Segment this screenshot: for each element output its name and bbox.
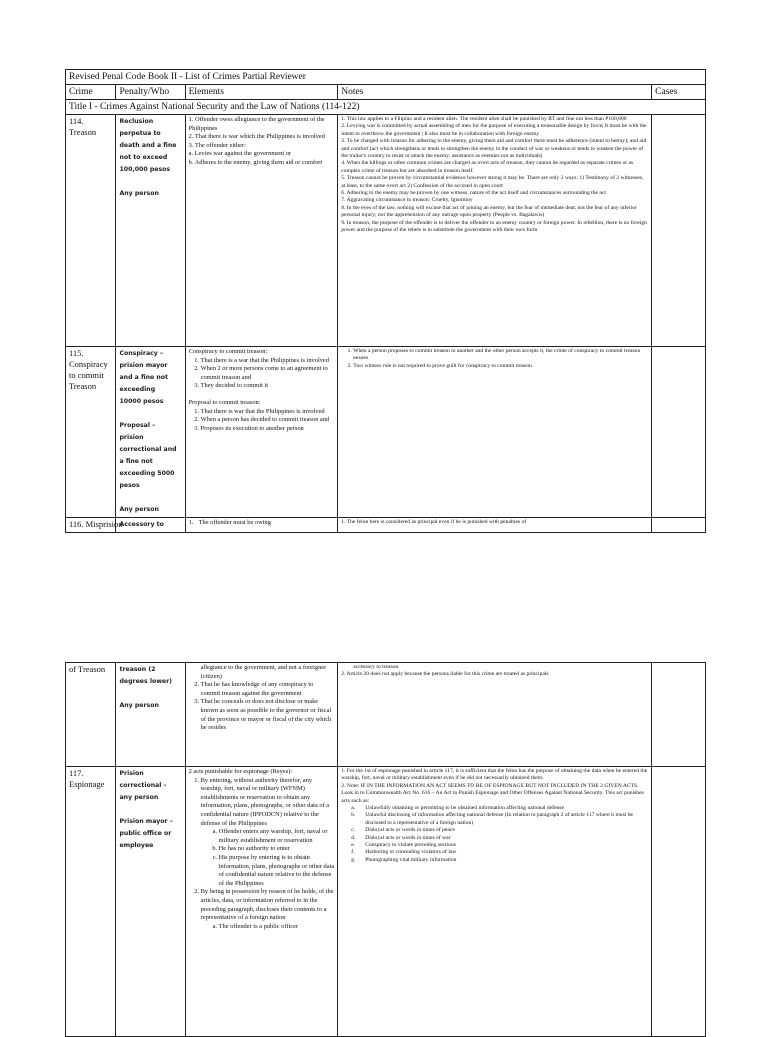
header-crime: Crime bbox=[66, 85, 116, 100]
penalty-line: correctional – bbox=[119, 782, 167, 789]
section-title: Title I - Crimes Against National Security and the Law of Nations (114-122) bbox=[66, 100, 706, 115]
penalty-line: not to exceed bbox=[119, 154, 168, 161]
penalty-line: exceeding 5000 bbox=[119, 470, 175, 477]
crime-name: 114. Treason bbox=[66, 115, 116, 347]
penalty-line: any person bbox=[119, 794, 159, 801]
element-item: a. Levies war against the government or bbox=[188, 150, 292, 158]
penalty-line: Prision mayor – bbox=[119, 818, 173, 825]
note-subitem-text: Disloyal acts or words in times of war bbox=[365, 834, 451, 841]
penalty-line: prision mayor bbox=[119, 362, 168, 369]
note-subitem bbox=[351, 857, 648, 864]
elements-subtitle: Proposal to commit treason: bbox=[188, 398, 261, 406]
sub-element-item: b. He has no authority to enter bbox=[219, 845, 335, 854]
header-elements: Elements bbox=[185, 85, 338, 100]
note-subitem-text: Disloyal acts or words in times of peace bbox=[365, 827, 455, 834]
note-item: 1. When a person proposes to commit treason to another and the other person accepts it, the crime of conspiracy to commit treason ensues bbox=[353, 348, 648, 363]
element-item: 1. That there is a war that the Philippines is involved bbox=[201, 357, 335, 366]
penalty-line: treason (2 bbox=[119, 666, 156, 673]
crime-line: 117. bbox=[69, 768, 84, 778]
note-subitem-text: Unlawful disclosing of information affecting national defense (In relation to paragraph 2 of article 117 where it must be disclosed to a representative of a foreign nation) bbox=[365, 812, 634, 826]
element-item: 2. When 2 or more persons come to an agreement to commit treason and bbox=[201, 365, 335, 382]
element-item: 3. The offender either: bbox=[188, 141, 246, 149]
note-item: 1. This law applies to a Filipino and a resident alien. The resident alien shall be punished by RT and fine not less than P100,000 bbox=[341, 116, 627, 122]
element-item: 1. That there is war that the Philippines is involved bbox=[201, 408, 335, 417]
cases-cell bbox=[652, 663, 706, 767]
note-subitem-letter: d. bbox=[351, 834, 356, 841]
element-item: 2. That there is war which the Philippines is involved bbox=[188, 133, 325, 141]
note-item: 4. When the killings or other common crimes are charged as overt acts of treason, they cannot be regarded as separate crimes or as complex crime of treason but are absorbed in treason itself. bbox=[341, 160, 634, 174]
element-item: 3. Proposes its execution to another person bbox=[201, 425, 335, 434]
penalty-line: employee bbox=[119, 842, 154, 849]
crime-name bbox=[66, 347, 116, 518]
penalty-cell bbox=[116, 115, 185, 347]
cases-cell bbox=[652, 115, 706, 347]
elements-cell bbox=[185, 663, 338, 767]
note-subitem-text: Unlawfully obtaining or permitting to be obtained information affecting national defense bbox=[365, 805, 564, 812]
note-item: 8. In the eyes of the law, nothing will excuse that act of joining an enemy, but the fear of immediate deat; not the fear of any inferior personal injury; nor the apprehension of any outrage upon property (People vs. Bagalawis) bbox=[341, 204, 637, 219]
element-item: The offender must be owing bbox=[198, 519, 271, 526]
element-item: 3. That he conceals or does not disclose or make known as soon as possible to the governor or fiscal of the province or mayor or fiscal of the city which he resides bbox=[201, 698, 335, 732]
offender-who: Any person bbox=[119, 702, 159, 709]
element-item: allegiance to the government, and not a foreigner (citizen) bbox=[200, 664, 327, 680]
note-subitem-letter: b. bbox=[351, 812, 356, 819]
note-subitem bbox=[351, 835, 648, 842]
header-cases: Cases bbox=[652, 85, 706, 100]
penalty-line: a fine not bbox=[119, 458, 153, 465]
sub-element-item: c. His purpose by entering is to obtain information, plans, photographs or other data of confidential nature relative to the defense of the Philippines bbox=[219, 854, 335, 888]
notes-cell bbox=[338, 663, 652, 767]
offender-who: Any person bbox=[119, 190, 159, 197]
crime-name: 116. Misprision bbox=[66, 518, 116, 533]
table-row-conspiracy bbox=[66, 347, 706, 518]
penalty-cell bbox=[116, 347, 185, 518]
element-item: 2. When a person has decided to commit treason and bbox=[201, 416, 335, 425]
element-item bbox=[201, 777, 335, 889]
penalty-line: Reclusion bbox=[119, 118, 154, 125]
document-title: Revised Penal Code Book II - List of Crimes Partial Reviewer bbox=[66, 70, 706, 85]
note-subitem bbox=[351, 849, 648, 856]
cases-cell bbox=[652, 767, 706, 1037]
elements-cell: 1. The offender must be owing bbox=[185, 518, 338, 533]
reviewer-table-top bbox=[65, 69, 706, 533]
elements-cell bbox=[185, 767, 338, 1037]
element-item: 1. Offender owes allegiance to the government of the Philippines bbox=[188, 116, 325, 132]
note-subitem-letter: e. bbox=[351, 842, 356, 849]
penalty-cell bbox=[116, 663, 185, 767]
note-item: 9. In treason, the purpose of the offender is to deliver the offender to an enemy country or foreign power. In rebellion, there is no foreign power and the purpose of the rebels is to substitute the government with their own form bbox=[341, 219, 647, 234]
offender-who: Any person bbox=[119, 506, 159, 513]
reviewer-table-bottom bbox=[65, 662, 706, 1037]
note-item: 1. For the 1st of espionage punished in article 117, it is sufficient that the felon has the purpose of obtaining the data when he entered the warship, fort, naval or military establishment even if he did not necessarily obtained them. bbox=[341, 768, 648, 782]
note-item: 2. Article 20 does not apply because the persons liable for this crime are treated as principals bbox=[341, 671, 549, 678]
table-row-misprision bbox=[66, 518, 706, 533]
elements-subtitle: Conspiracy to commit treason: bbox=[188, 348, 268, 355]
note-subitem bbox=[351, 812, 648, 827]
crime-name: of Treason bbox=[66, 663, 116, 767]
element-item: 2. That he has knowledge of any conspiracy to commit treason against the government bbox=[201, 681, 335, 698]
notes-cell bbox=[338, 347, 652, 518]
note-item: 7. Aggravating circumstance in treason: Cruelty, Ignominy bbox=[341, 197, 473, 204]
penalty-line: Prision bbox=[119, 770, 144, 777]
penalty-line: death and a fine bbox=[119, 142, 177, 149]
note-subitem-letter: a. bbox=[351, 805, 356, 812]
note-subitem-text: Photographing vital military information bbox=[365, 856, 457, 863]
penalty-line: 10000 pesos bbox=[119, 398, 164, 405]
penalty-line: correctional and bbox=[119, 446, 177, 453]
table-row-treason bbox=[66, 115, 706, 347]
element-text: By being in possession by reason of he holds, of the articles, data, or information referred to in the preceding paragraph, discloses their contents to a representative of a foreign nation bbox=[200, 888, 334, 922]
note-item: 2. Note: IF IN THE INFORMATION AN ACT SEEMS TO BE OF ESPIONAGE BUT NOT INCLUDED IN THE 2 GIVEN ACTS. Look in to Commonwealth Act No. 616 – An Act to Punish Espionage and Other Offenses Against National Security. This act punishes acts such as: bbox=[341, 782, 644, 804]
table-row-misprision-cont bbox=[66, 663, 706, 767]
crime-line: 115. Conspiracy bbox=[69, 348, 108, 369]
cases-cell bbox=[652, 518, 706, 533]
note-item: 5. Treason cannot be proven by circumstantial evidence however strong it may be. There are only 2 ways: 1) Testimony of 2 witnesses, at least, to the same overt act 2) Confession of the accused in open court bbox=[341, 175, 644, 189]
elements-subtitle: 2 acts punishable for espionage (Reyes): bbox=[188, 768, 293, 775]
element-text: By entering, without authority therefor, any warship, fort, naval or military (WFNM) establishments or reservation to obtain any information, plans, photographs, or other data of a confidential nature (IPPODCN) relative to the defense of the Philippines bbox=[200, 776, 330, 827]
elements-cell bbox=[185, 347, 338, 518]
note-item: 2. Two witness rule is not required to prove guilt for conspiracy to commit treason bbox=[353, 363, 648, 370]
note-subitem bbox=[351, 827, 648, 834]
sub-element-item: a. The offender is a public officer bbox=[219, 923, 335, 932]
penalty-line: perpetua to bbox=[119, 130, 161, 137]
element-item bbox=[201, 888, 335, 931]
penalty-line: Conspiracy – bbox=[119, 350, 164, 357]
header-penalty: Penalty/Who bbox=[116, 85, 185, 100]
note-subitem-letter: f. bbox=[351, 849, 355, 856]
header-notes: Notes bbox=[338, 85, 652, 100]
note-sublist bbox=[341, 805, 648, 864]
penalty-line: pesos bbox=[119, 482, 140, 489]
note-subitem-text: Harboring or concealing violators of law bbox=[365, 849, 457, 856]
penalty-line: 100,000 pesos bbox=[119, 166, 171, 173]
crime-line: Espionage bbox=[69, 779, 105, 789]
element-item: 3. They decided to commit it bbox=[201, 382, 335, 391]
note-subitem-text: Conspiracy to violate preceding sections bbox=[365, 842, 456, 849]
cases-cell bbox=[652, 347, 706, 518]
elements-cell bbox=[185, 115, 338, 347]
notes-cell bbox=[338, 767, 652, 1037]
penalty-line: prision bbox=[119, 434, 144, 441]
penalty-line: public office or bbox=[119, 830, 172, 837]
penalty-line: exceeding bbox=[119, 386, 156, 393]
crime-line: to commit bbox=[69, 370, 104, 380]
note-subitem-letter: g. bbox=[351, 856, 356, 863]
note-item: 6. Adhering to the enemy may be proven by one witness, nature of the act itself and circumstances surrounding the act bbox=[341, 190, 606, 197]
penalty-line: Proposal – bbox=[119, 422, 156, 429]
sub-element-item: a. Offender enters any warship, fort, naval or military establishment or reservation bbox=[219, 828, 335, 845]
notes-cell: 1. The felon here is considered as principal even if he is punished with penalties of bbox=[338, 518, 652, 533]
note-item: 3. To be charged with treason for adhering to the enemy, giving them aid and comfort there must be adherence (intent to betray); and aid and comfort (act which strengthens or tends to strengthen the enemy in the conduct of war or weakens or tends to weaken the power of the traitor's country to resist or attack the enemy, assistance as enemies not as individuals) bbox=[341, 138, 647, 160]
crime-line: Treason bbox=[69, 381, 97, 391]
note-item: 2. Levying war is committed by actual assembling of men for the purpose of executing a treasonable design by force| It must be with the intent to overthrow the government | It also must be in collaboration with foreign enemy bbox=[341, 123, 647, 137]
note-subitem-letter: c. bbox=[351, 827, 356, 834]
note-item: accessory to treason bbox=[353, 664, 399, 670]
penalty-line: degrees lower) bbox=[119, 678, 172, 685]
penalty-cell bbox=[116, 767, 185, 1037]
element-item: b. Adheres to the enemy, giving them aid or comfort bbox=[188, 158, 323, 166]
penalty-line: and a fine not bbox=[119, 374, 168, 381]
penalty-cell: Accessory to bbox=[116, 518, 185, 533]
table-row-espionage bbox=[66, 767, 706, 1037]
notes-cell bbox=[338, 115, 652, 347]
crime-name bbox=[66, 767, 116, 1037]
